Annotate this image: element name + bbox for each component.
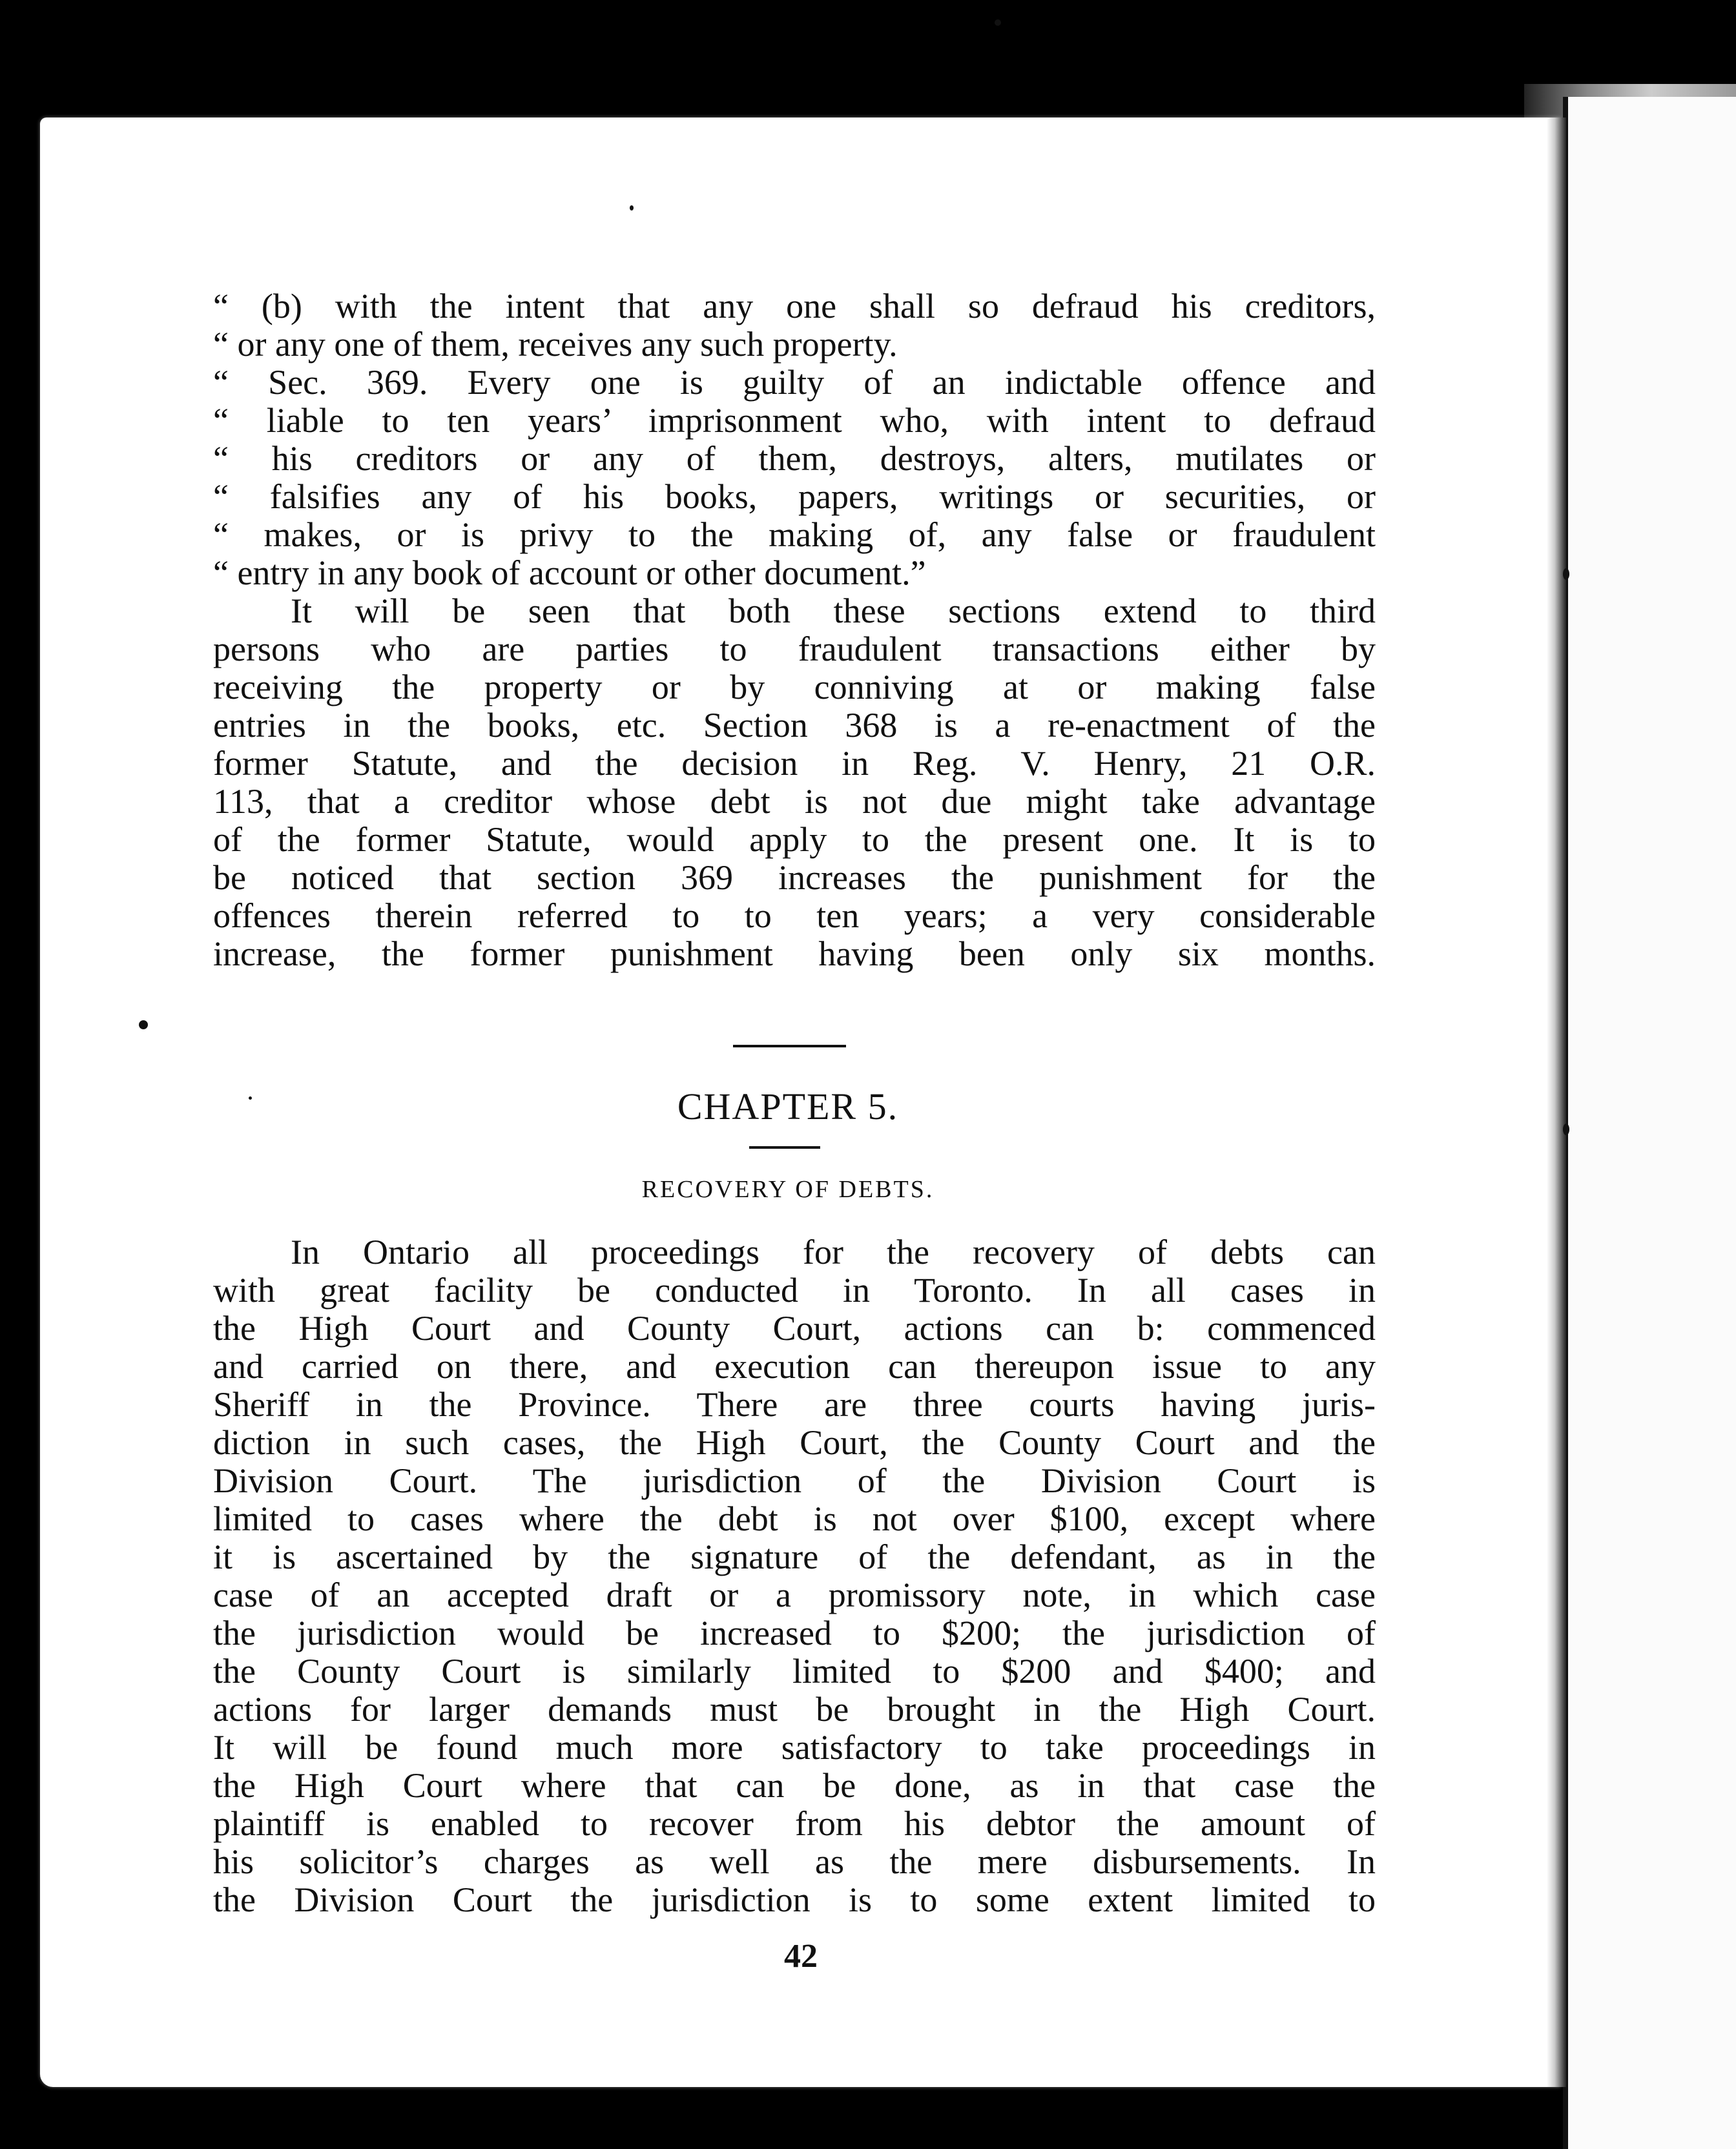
paragraph-line: 113, that a creditor whose debt is not due might take advantage	[213, 782, 1376, 821]
quoted-statute-text	[213, 287, 1376, 592]
paragraph-line: the High Court and County Court, actions can b: commenced	[213, 1309, 1376, 1348]
paragraph-line: receiving the property or by conniving at or making false	[213, 668, 1376, 706]
quoted-line: “ (b) with the intent that any one shall so defraud his creditors,	[213, 287, 1376, 325]
scan-speck	[249, 1096, 252, 1100]
paragraph-line: of the former Statute, would apply to the present one. It is to	[213, 820, 1376, 859]
quoted-line: “ falsifies any of his books, papers, writings or securities, or	[213, 477, 1376, 516]
scan-speck	[139, 1020, 148, 1029]
adjacent-page	[1563, 97, 1736, 2149]
paragraph-line: diction in such cases, the High Court, the County Court and the	[213, 1423, 1376, 1462]
paragraph-line: it is ascertained by the signature of the defendant, as in the	[213, 1537, 1376, 1576]
scan-speck	[1563, 568, 1569, 580]
paragraph-line: actions for larger demands must be brought in the High Court.	[213, 1690, 1376, 1729]
page-number: 42	[784, 1938, 818, 1975]
paragraph-line: In Ontario all proceedings for the recovery of debts can	[291, 1233, 1376, 1271]
paragraph-line: the High Court where that can be done, as in that case the	[213, 1766, 1376, 1805]
paragraph-line: former Statute, and the decision in Reg. V. Henry, 21 O.R.	[213, 744, 1376, 783]
quoted-line: “ Sec. 369. Every one is guilty of an indictable offence and	[213, 363, 1376, 402]
chapter-heading: CHAPTER 5.	[677, 1085, 899, 1127]
paragraph-line: entries in the books, etc. Section 368 is a re-enactment of the	[213, 706, 1376, 745]
quoted-line: “ liable to ten years’ imprisonment who, with intent to defraud	[213, 401, 1376, 440]
quoted-line: “ his creditors or any of them, destroys, alters, mutilates or	[213, 439, 1376, 478]
paragraph-line: his solicitor’s charges as well as the mere disbursements. In	[213, 1842, 1376, 1881]
paragraph-line: the Division Court the jurisdiction is to some extent limited to	[213, 1880, 1376, 1919]
scan-speck	[1563, 1124, 1569, 1135]
chapter-heading-dash	[749, 1146, 820, 1149]
commentary-paragraph	[213, 592, 1376, 973]
quoted-line: “ or any one of them, receives any such property.	[213, 325, 898, 364]
paragraph-line: Sheriff in the Province. There are three courts having juris-	[213, 1385, 1376, 1424]
paragraph-line: limited to cases where the debt is not over $100, except where	[213, 1499, 1376, 1538]
paragraph-line: case of an accepted draft or a promissory note, in which case	[213, 1576, 1376, 1614]
paragraph-line: the County Court is similarly limited to $200 and $400; and	[213, 1652, 1376, 1691]
chapter-body-paragraph	[213, 1233, 1376, 1919]
paragraph-line: and carried on there, and execution can thereupon issue to any	[213, 1347, 1376, 1386]
paragraph-line: with great facility be conducted in Toronto. In all cases in	[213, 1271, 1376, 1310]
paragraph-line: offences therein referred to to ten years; a very considerable	[213, 896, 1376, 935]
paragraph-line: persons who are parties to fraudulent transactions either by	[213, 630, 1376, 668]
scan-speck	[630, 205, 634, 211]
paragraph-line: the jurisdiction would be increased to $200; the jurisdiction of	[213, 1614, 1376, 1652]
quoted-line: “ makes, or is privy to the making of, any false or fraudulent	[213, 515, 1376, 554]
paragraph-line: It will be found much more satisfactory to take proceedings in	[213, 1728, 1376, 1767]
paragraph-line: be noticed that section 369 increases the punishment for the	[213, 858, 1376, 897]
paragraph-line: It will be seen that both these sections extend to third	[291, 591, 1376, 630]
paragraph-line: increase, the former punishment having been only six months.	[213, 934, 1376, 973]
scan-speck	[995, 19, 1001, 26]
quoted-line: “ entry in any book of account or other document.”	[213, 553, 926, 592]
chapter-subheading: RECOVERY OF DEBTS.	[641, 1176, 935, 1203]
paragraph-line: Division Court. The jurisdiction of the Division Court is	[213, 1461, 1376, 1500]
paragraph-line: plaintiff is enabled to recover from his debtor the amount of	[213, 1804, 1376, 1843]
section-divider-rule	[733, 1045, 846, 1047]
